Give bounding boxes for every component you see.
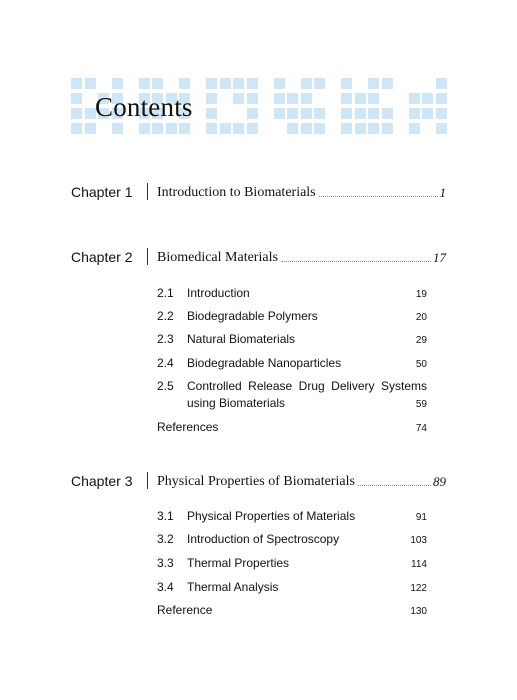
banner-tile (71, 93, 82, 104)
section-title: Thermal Analysis (187, 580, 279, 594)
dot-leader (281, 261, 431, 262)
banner-tile (139, 123, 150, 134)
section-entry[interactable] (157, 579, 427, 596)
banner-tile (233, 78, 244, 89)
section-number: 2.4 (157, 356, 174, 370)
banner-tile (71, 108, 82, 119)
banner-tile (382, 108, 393, 119)
section-page: 19 (415, 289, 427, 300)
section-title: Controlled Release Drug Delivery Systems using Biomaterials (187, 379, 427, 410)
banner-tile (355, 93, 366, 104)
banner-tile (206, 108, 217, 119)
banner-tile (368, 93, 379, 104)
banner-tile (368, 78, 379, 89)
chapter-title: Biomedical Materials (157, 250, 278, 265)
section-entry[interactable] (157, 508, 427, 525)
banner-tile (409, 108, 420, 119)
banner-tile (382, 78, 393, 89)
references-page: 74 (415, 423, 427, 434)
banner-tile (301, 108, 312, 119)
banner-tile (247, 108, 258, 119)
banner-tile (436, 78, 447, 89)
banner-tile (247, 123, 258, 134)
banner-tile (233, 93, 244, 104)
banner-tile (341, 78, 352, 89)
banner-tile (314, 78, 325, 89)
banner-tile (368, 123, 379, 134)
section-page: 114 (411, 559, 427, 570)
section-entry[interactable] (157, 378, 427, 412)
banner-tile (220, 123, 231, 134)
section-page: 20 (415, 312, 427, 323)
section-title: Physical Properties of Materials (187, 509, 356, 523)
section-page: 122 (410, 583, 427, 594)
section-title: Thermal Properties (187, 556, 290, 570)
banner-tile (409, 123, 420, 134)
chapter-entry[interactable] (71, 247, 446, 269)
banner-tile (179, 78, 190, 89)
banner-tile (422, 108, 433, 119)
banner-tile (436, 123, 447, 134)
banner-tile (85, 78, 96, 89)
banner-tile (341, 123, 352, 134)
section-title: Natural Biomaterials (187, 332, 296, 346)
section-page: 29 (415, 335, 427, 346)
section-title: Introduction (187, 286, 250, 300)
chapter-title: Physical Properties of Biomaterials (157, 474, 355, 489)
banner-tile (71, 123, 82, 134)
chapter-page: 89 (433, 474, 446, 489)
references-label: Reference (157, 603, 213, 617)
banner-tile (287, 93, 298, 104)
references-label: References (157, 420, 219, 434)
banner-tile (166, 123, 177, 134)
banner-tile (206, 93, 217, 104)
banner-tile (274, 108, 285, 119)
banner-tile (341, 93, 352, 104)
banner-tile (422, 93, 433, 104)
references-entry[interactable] (157, 602, 427, 619)
section-number: 3.2 (157, 532, 174, 546)
banner-tile (301, 93, 312, 104)
banner-tile (206, 78, 217, 89)
banner-tile (139, 78, 150, 89)
banner-tile (355, 108, 366, 119)
banner-tile (301, 123, 312, 134)
section-number: 3.1 (157, 509, 174, 523)
banner-tile (112, 123, 123, 134)
banner-tile (287, 123, 298, 134)
section-entry[interactable] (157, 355, 427, 372)
banner-tile (152, 78, 163, 89)
banner-tile (206, 123, 217, 134)
chapter-label: Chapter 2 (71, 249, 133, 265)
section-number: 2.3 (157, 332, 174, 346)
chapter-label: Chapter 1 (71, 184, 133, 200)
dot-leader (358, 485, 431, 486)
banner-tile (301, 78, 312, 89)
section-entry[interactable] (157, 531, 427, 548)
section-title: Biodegradable Polymers (187, 309, 318, 323)
chapter-label: Chapter 3 (71, 473, 133, 489)
section-page: 91 (415, 512, 427, 523)
chapter-entry[interactable] (71, 182, 446, 204)
section-entry[interactable] (157, 285, 427, 302)
chapter-divider (147, 183, 148, 200)
chapter-divider (147, 248, 148, 265)
chapter-entry[interactable] (71, 471, 446, 493)
section-number: 2.2 (157, 309, 174, 323)
section-entry[interactable] (157, 331, 427, 348)
banner-tile (368, 108, 379, 119)
references-entry[interactable] (157, 419, 427, 436)
banner-tile (436, 108, 447, 119)
banner-tile (71, 78, 82, 89)
banner-tile (247, 78, 258, 89)
dot-leader (319, 196, 438, 197)
section-page: 59 (415, 399, 427, 410)
section-page: 50 (415, 359, 427, 370)
section-number: 2.5 (157, 379, 174, 393)
banner-tile (85, 108, 96, 119)
banner-tile (85, 123, 96, 134)
chapter-divider (147, 472, 148, 489)
banner-tile (274, 78, 285, 89)
banner-tile (409, 93, 420, 104)
banner-tile (220, 78, 231, 89)
banner-tile (152, 123, 163, 134)
chapter-page: 1 (439, 185, 446, 200)
banner-tile (314, 123, 325, 134)
banner-tile (274, 93, 285, 104)
section-number: 2.1 (157, 286, 174, 300)
page-title: Contents (95, 92, 193, 122)
references-page: 130 (410, 606, 427, 617)
section-title: Introduction of Spectroscopy (187, 532, 340, 546)
section-entry[interactable] (157, 555, 427, 572)
banner-tile (341, 108, 352, 119)
chapter-page: 17 (433, 250, 446, 265)
banner-tile (247, 93, 258, 104)
banner-tile (112, 78, 123, 89)
section-title: Biodegradable Nanoparticles (187, 356, 342, 370)
banner-tile (287, 108, 298, 119)
section-entry[interactable] (157, 308, 427, 325)
section-page: 103 (410, 535, 427, 546)
banner-tile (355, 123, 366, 134)
chapter-title: Introduction to Biomaterials (157, 185, 316, 200)
banner-tile (382, 123, 393, 134)
banner-tile (436, 93, 447, 104)
section-number: 3.4 (157, 580, 174, 594)
banner-tile (179, 123, 190, 134)
section-number: 3.3 (157, 556, 174, 570)
banner-tile (233, 123, 244, 134)
banner-tile (314, 108, 325, 119)
